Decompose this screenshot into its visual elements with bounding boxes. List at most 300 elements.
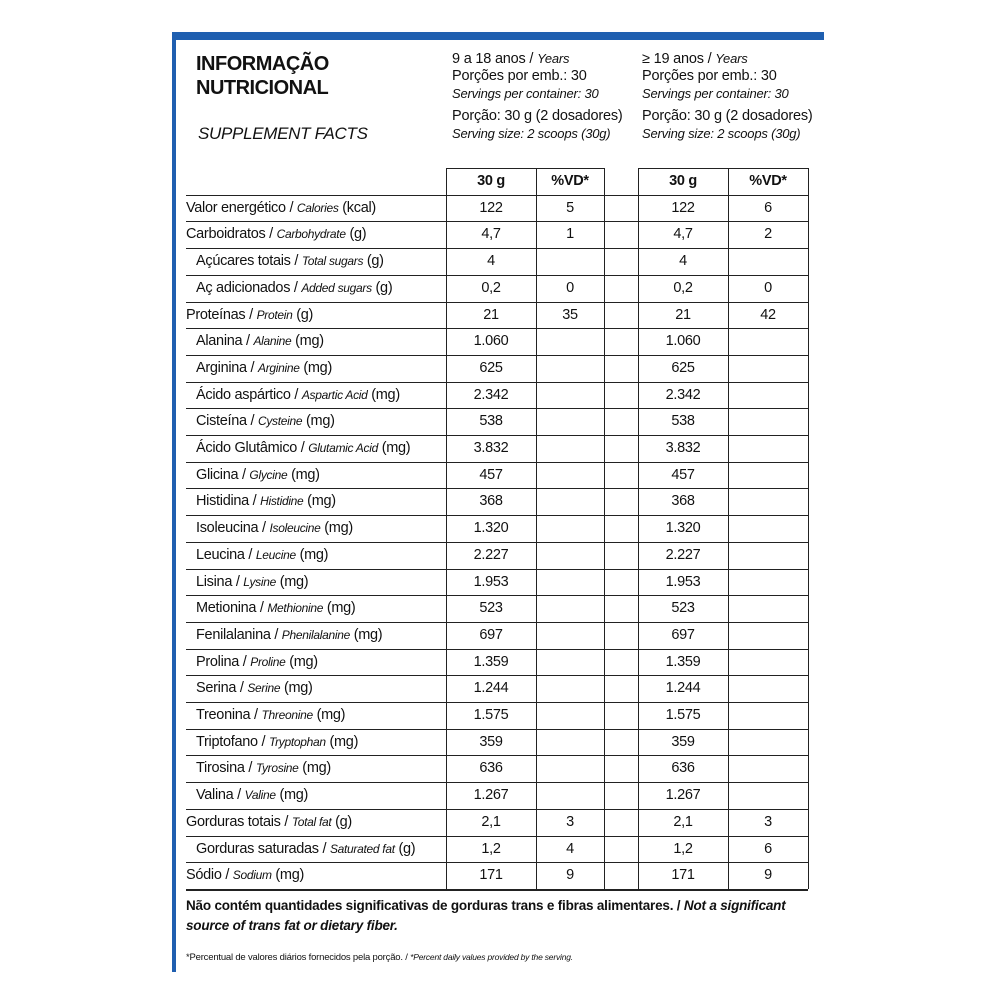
nutrient-unit: (mg) — [316, 707, 346, 723]
nutrient-name-en: Arginine — [258, 360, 300, 375]
nutrient-name — [196, 836, 415, 863]
value-30g-b: 2,1 — [673, 813, 693, 830]
value-vd-b — [728, 622, 808, 649]
separator: / — [242, 333, 254, 350]
nutrient-name-pt: Tirosina — [196, 760, 245, 777]
column-line — [604, 168, 605, 889]
separator: / — [246, 413, 258, 430]
nutrient-name-en: Cysteine — [257, 414, 303, 429]
value-vd-b — [728, 435, 808, 462]
nutrient-name-pt: Açúcares totais — [196, 253, 291, 270]
nutrient-name — [196, 702, 345, 729]
value-vd-a — [536, 755, 604, 782]
value-vd-a — [536, 515, 604, 542]
value-vd-a — [536, 782, 604, 809]
column-line — [808, 168, 809, 889]
nutrient-name-en: Glutamic Acid — [308, 441, 378, 455]
nutrient-name — [196, 569, 308, 596]
row-line — [186, 328, 808, 329]
nutrient-name-en: Methionine — [267, 601, 324, 616]
value-vd-a — [536, 408, 604, 435]
value-vd-b: 9 — [764, 867, 772, 884]
portions-pt: Porções por emb.: 30 — [452, 68, 587, 84]
value-vd-b — [728, 595, 808, 622]
nutrient-name-en: Isoleucine — [269, 521, 321, 536]
value-30g-b: 368 — [671, 493, 695, 510]
value-30g-b: 1.244 — [665, 680, 701, 697]
nutrient-name — [186, 809, 352, 836]
nutrient-name-pt: Valina — [196, 787, 234, 804]
value-30g-a: 4,7 — [481, 226, 501, 243]
value-30g-b: 2.227 — [665, 546, 701, 563]
separator: / — [250, 707, 262, 723]
nutrient-name — [186, 221, 366, 248]
nutrient-unit: (mg) — [371, 386, 400, 403]
value-30g-b: 1.359 — [665, 653, 701, 670]
value-vd-a — [536, 435, 604, 462]
nutrient-name — [196, 382, 400, 409]
value-vd-a — [536, 462, 604, 489]
column-line — [638, 168, 639, 889]
separator: / — [233, 787, 245, 804]
serving-pt: Porção: 30 g (2 dosadores) — [642, 108, 813, 124]
panel-subtitle: SUPPLEMENT FACTS — [198, 124, 368, 143]
nutrient-name — [196, 408, 335, 435]
value-vd-b — [728, 729, 808, 756]
nutrient-name — [196, 355, 332, 382]
value-vd-a — [536, 248, 604, 275]
nutrient-unit: (mg) — [299, 546, 329, 563]
nutrient-name-pt: Cisteína — [196, 413, 247, 430]
value-30g-a: 1.953 — [473, 573, 509, 590]
value-30g-a: 4 — [487, 253, 495, 270]
row-line — [186, 729, 808, 730]
nutrient-name-en: Tryptophan — [268, 734, 326, 749]
value-vd-b — [728, 542, 808, 569]
nutrient-name-en: Glycine — [249, 467, 288, 482]
row-line — [186, 302, 808, 303]
row-line — [186, 542, 808, 543]
value-30g-b: 1.060 — [665, 333, 701, 350]
nutrient-name-en: Leucine — [255, 547, 296, 562]
nutrient-name — [186, 862, 304, 889]
nutrient-unit: (mg) — [324, 520, 353, 537]
nutrient-name-pt: Histidina — [196, 493, 249, 510]
separator: / — [285, 199, 297, 216]
top-blue-border — [172, 32, 824, 40]
nutrient-name — [196, 248, 384, 275]
nutrient-name-pt: Arginina — [196, 359, 247, 376]
value-vd-b — [728, 408, 808, 435]
nutrient-name — [196, 328, 324, 355]
value-30g-a: 1.320 — [473, 520, 509, 537]
age-en: Years — [537, 51, 570, 66]
nutrient-name — [196, 649, 318, 676]
value-30g-a: 2,1 — [481, 813, 501, 830]
value-30g-a: 2.342 — [473, 386, 509, 403]
nutrient-name — [196, 488, 336, 515]
value-vd-a — [536, 729, 604, 756]
value-30g-b: 2.342 — [665, 386, 701, 403]
value-30g-b: 1.320 — [665, 520, 701, 537]
nutrient-name-pt: Isoleucina — [196, 520, 259, 537]
nutrient-name-pt: Carboidratos — [186, 226, 266, 243]
value-30g-a: 457 — [479, 466, 503, 483]
nutrient-name-pt: Treonina — [196, 707, 251, 723]
value-30g-a: 1.060 — [473, 333, 509, 350]
separator: / — [290, 279, 302, 296]
value-30g-a: 3.832 — [473, 440, 509, 456]
serving-en: Serving size: 2 scoops (30g) — [452, 126, 611, 141]
row-line — [186, 569, 808, 570]
nutrient-unit: (mg) — [303, 359, 332, 376]
nutrient-name-en: Carbohydrate — [276, 227, 346, 242]
value-30g-b: 4,7 — [673, 226, 693, 243]
row-line — [186, 675, 808, 676]
row-line — [186, 462, 808, 463]
nutrient-name-pt: Lisina — [196, 573, 233, 590]
value-30g-a: 697 — [479, 626, 503, 643]
value-30g-a: 523 — [479, 600, 503, 617]
value-30g-a: 1.575 — [473, 707, 509, 723]
age-pt: ≥ 19 anos — [642, 51, 704, 67]
value-vd-b — [728, 328, 808, 355]
value-vd-a — [536, 622, 604, 649]
value-30g-b: 122 — [671, 199, 695, 216]
value-vd-a — [536, 702, 604, 729]
title-line-1: INFORMAÇÃO — [196, 53, 329, 75]
group-header-9-18 — [452, 50, 623, 142]
value-vd-b — [728, 462, 808, 489]
nutrient-name-pt: Ácido Glutâmico — [196, 440, 298, 456]
separator: / — [245, 306, 257, 323]
column-line — [536, 168, 537, 889]
value-vd-a — [536, 595, 604, 622]
value-vd-b: 6 — [764, 199, 772, 216]
separator: / — [239, 653, 251, 670]
value-30g-b: 1.267 — [665, 787, 701, 804]
nutrient-name — [196, 462, 320, 489]
value-vd-a: 1 — [566, 226, 574, 243]
value-30g-a: 368 — [479, 493, 503, 510]
nutrient-name-en: Total fat — [291, 814, 332, 829]
col-header-30g-b: 30 g — [669, 173, 697, 189]
separator: / — [244, 546, 256, 563]
foot-pt: *Percentual de valores diários fornecidos pela porção. / — [186, 952, 408, 963]
nutrient-unit: (mg) — [279, 787, 309, 804]
nutrient-name-en: Proline — [250, 654, 286, 669]
age-en: Years — [715, 51, 748, 66]
nutrient-unit: (mg) — [381, 440, 411, 456]
nutrient-name — [196, 542, 328, 569]
nutrient-name — [196, 675, 313, 702]
nutrient-name — [196, 782, 308, 809]
row-line — [186, 836, 808, 837]
nutrient-unit: (kcal) — [342, 199, 376, 216]
nutrient-name-en: Tyrosine — [255, 761, 299, 776]
value-30g-a: 21 — [483, 306, 499, 323]
nutrient-name-pt: Valor energético — [186, 199, 286, 216]
nutrient-name-en: Total sugars — [301, 254, 364, 269]
separator: / — [318, 840, 330, 857]
header-top-line-b — [638, 168, 808, 169]
value-30g-b: 359 — [671, 733, 695, 750]
value-vd-b — [728, 382, 808, 409]
value-30g-a: 538 — [479, 413, 503, 430]
value-vd-a — [536, 328, 604, 355]
value-30g-a: 1.267 — [473, 787, 509, 804]
row-line — [186, 435, 808, 436]
footnote-daily-values — [186, 952, 573, 963]
separator: / — [258, 520, 270, 537]
nutrient-name-en: Valine — [244, 788, 276, 803]
nutrient-unit: (g) — [335, 813, 352, 830]
row-line — [186, 382, 808, 383]
nutrient-name — [186, 302, 313, 329]
col-header-30g-a: 30 g — [477, 173, 505, 189]
nutrient-unit: (mg) — [289, 653, 318, 670]
value-vd-a: 0 — [566, 279, 574, 296]
value-vd-b — [728, 782, 808, 809]
portions-en: Servings per container: 30 — [642, 86, 789, 101]
nutrient-unit: (mg) — [302, 760, 331, 777]
value-30g-b: 538 — [671, 413, 695, 430]
footnote-trans-fat — [186, 896, 816, 936]
value-30g-a: 625 — [479, 359, 503, 376]
row-line — [186, 275, 808, 276]
nutrient-name-en: Saturated fat — [329, 841, 395, 856]
value-30g-b: 636 — [671, 760, 695, 777]
header-top-line-a — [446, 168, 604, 169]
nutrient-name-pt: Leucina — [196, 546, 245, 563]
value-vd-b: 0 — [764, 279, 772, 296]
nutrient-unit: (mg) — [306, 413, 335, 430]
row-line — [186, 622, 808, 623]
portions-pt: Porções por emb.: 30 — [642, 68, 777, 84]
nutrient-name — [196, 622, 382, 649]
row-line — [186, 782, 808, 783]
column-line — [446, 168, 447, 889]
value-vd-b — [728, 675, 808, 702]
separator: / — [270, 626, 282, 643]
nutrient-unit: (mg) — [291, 466, 320, 483]
row-line — [186, 809, 808, 810]
value-vd-a: 5 — [566, 199, 574, 216]
separator: / — [221, 867, 233, 884]
group-header-19-plus — [642, 50, 813, 142]
value-vd-b: 6 — [764, 840, 772, 857]
separator: / — [236, 680, 248, 697]
row-line — [186, 248, 808, 249]
value-30g-b: 171 — [671, 867, 695, 884]
serving-pt: Porção: 30 g (2 dosadores) — [452, 108, 623, 124]
separator: / — [248, 493, 261, 510]
nutrient-name-pt: Sódio — [186, 867, 222, 884]
row-line — [186, 595, 808, 596]
separator: / — [280, 813, 292, 830]
separator: / — [232, 573, 244, 590]
nutrient-unit: (mg) — [279, 573, 309, 590]
nutrient-unit: (g) — [375, 279, 393, 296]
column-line — [728, 168, 729, 889]
value-30g-b: 1.953 — [665, 573, 701, 590]
nutrient-name-en: Sodium — [232, 868, 272, 883]
nutrient-unit: (g) — [296, 306, 314, 323]
separator: / — [290, 253, 302, 270]
value-vd-b — [728, 649, 808, 676]
nutrient-name-pt: Triptofano — [196, 733, 258, 750]
nutrient-name-pt: Fenilalanina — [196, 626, 271, 643]
value-vd-b — [728, 702, 808, 729]
separator: / — [238, 466, 250, 483]
value-30g-a: 2.227 — [473, 546, 509, 563]
nutrient-unit: (mg) — [283, 680, 313, 697]
value-vd-b — [728, 248, 808, 275]
age-pt: 9 a 18 anos — [452, 51, 526, 67]
nutrient-name — [196, 275, 392, 302]
nutrient-unit: (mg) — [307, 493, 336, 510]
nutrient-name-pt: Serina — [196, 680, 237, 697]
value-30g-a: 1.359 — [473, 653, 509, 670]
title-line-2: NUTRICIONAL — [196, 77, 329, 99]
age-line: 9 a 18 anos / Years — [452, 51, 570, 67]
value-vd-a — [536, 488, 604, 515]
foot-en: *Percent daily values provided by the serving. — [410, 952, 573, 962]
value-30g-b: 625 — [671, 359, 695, 376]
nutrient-name-pt: Metionina — [196, 600, 257, 617]
value-30g-a: 1,2 — [481, 840, 501, 857]
value-30g-b: 697 — [671, 626, 695, 643]
nutrient-unit: (mg) — [353, 626, 383, 643]
value-vd-b — [728, 515, 808, 542]
value-30g-b: 1.575 — [665, 707, 701, 723]
value-30g-b: 3.832 — [665, 440, 701, 456]
value-vd-a — [536, 649, 604, 676]
portions-en: Servings per container: 30 — [452, 86, 599, 101]
nutrient-name-en: Aspartic Acid — [301, 387, 368, 402]
nutrient-unit: (mg) — [275, 867, 305, 884]
value-30g-b: 1,2 — [673, 840, 693, 857]
value-30g-a: 171 — [479, 867, 503, 884]
row-line — [186, 355, 808, 356]
value-30g-a: 636 — [479, 760, 503, 777]
value-30g-a: 1.244 — [473, 680, 509, 697]
value-vd-b — [728, 755, 808, 782]
nutrient-name-pt: Gorduras saturadas — [196, 840, 319, 857]
value-vd-a — [536, 355, 604, 382]
nutrient-name-pt: Aç adicionados — [196, 279, 291, 296]
col-header-vd-a: %VD* — [551, 173, 589, 189]
nutrient-name-en: Histidine — [260, 494, 304, 509]
nutrient-name-en: Lysine — [243, 574, 276, 589]
note-en: Not a significant source of trans fat or dietary fiber. — [186, 898, 786, 933]
nutrient-name — [196, 595, 355, 622]
serving-en: Serving size: 2 scoops (30g) — [642, 126, 801, 141]
value-vd-a: 4 — [566, 840, 574, 857]
value-vd-a — [536, 675, 604, 702]
nutrient-name-pt: Glicina — [196, 466, 239, 483]
separator: / — [244, 760, 256, 777]
nutrient-name-en: Alanine — [253, 334, 292, 349]
note-pt: Não contém quantidades significativas de gorduras trans e fibras alimentares. / — [186, 898, 681, 913]
nutrient-name-pt: Gorduras totais — [186, 813, 281, 830]
separator: / — [297, 440, 309, 456]
nutrient-name-en: Serine — [247, 681, 281, 696]
value-vd-a — [536, 542, 604, 569]
row-line — [186, 515, 808, 516]
nutrient-name-en: Threonine — [261, 708, 313, 722]
value-vd-b — [728, 569, 808, 596]
nutrient-unit: (mg) — [329, 733, 359, 750]
panel-title — [196, 52, 329, 100]
value-30g-b: 523 — [671, 600, 695, 617]
row-line — [186, 195, 808, 196]
nutrient-name-pt: Ácido aspártico — [196, 386, 291, 403]
separator: / — [257, 733, 269, 750]
value-vd-b: 42 — [760, 306, 776, 323]
value-vd-a: 35 — [562, 306, 578, 323]
value-30g-b: 21 — [675, 306, 691, 323]
separator: / — [256, 600, 268, 617]
nutrient-name-pt: Prolina — [196, 653, 240, 670]
left-blue-border — [172, 32, 176, 972]
value-30g-b: 457 — [671, 466, 695, 483]
value-vd-b — [728, 355, 808, 382]
separator: / — [265, 226, 277, 243]
nutrient-name — [196, 435, 410, 462]
col-header-vd-b: %VD* — [749, 173, 787, 189]
nutrient-unit: (g) — [398, 840, 416, 857]
nutrient-name-en: Added sugars — [301, 280, 372, 295]
row-line — [186, 488, 808, 489]
separator: / — [290, 386, 302, 403]
value-vd-b: 2 — [764, 226, 772, 243]
value-vd-a — [536, 382, 604, 409]
row-line — [186, 755, 808, 756]
nutrient-name-en: Calories — [296, 200, 339, 215]
value-30g-a: 0,2 — [481, 279, 501, 296]
value-30g-b: 0,2 — [673, 279, 693, 296]
nutrient-name-en: Protein — [256, 307, 293, 322]
row-line — [186, 649, 808, 650]
row-line — [186, 862, 808, 863]
table-bottom-line — [186, 890, 808, 891]
value-30g-b: 4 — [679, 253, 687, 270]
value-30g-a: 359 — [479, 733, 503, 750]
row-line — [186, 221, 808, 222]
nutrient-name — [196, 515, 353, 542]
value-vd-a: 9 — [566, 867, 574, 884]
nutrient-unit: (g) — [349, 226, 367, 243]
value-vd-a: 3 — [566, 813, 574, 830]
nutrient-name-en: Phenilalanine — [281, 627, 350, 642]
value-vd-a — [536, 569, 604, 596]
row-line — [186, 702, 808, 703]
value-30g-a: 122 — [479, 199, 503, 216]
nutrient-name — [196, 729, 358, 756]
row-line — [186, 408, 808, 409]
value-vd-b — [728, 488, 808, 515]
nutrient-unit: (g) — [366, 253, 384, 270]
separator: / — [246, 359, 258, 376]
value-vd-b: 3 — [764, 813, 772, 830]
nutrient-name — [186, 195, 376, 222]
nutrient-name — [196, 755, 331, 782]
nutrient-unit: (mg) — [295, 333, 324, 350]
nutrient-unit: (mg) — [326, 600, 356, 617]
age-line: ≥ 19 anos / Years — [642, 51, 748, 67]
nutrient-name-pt: Alanina — [196, 333, 243, 350]
